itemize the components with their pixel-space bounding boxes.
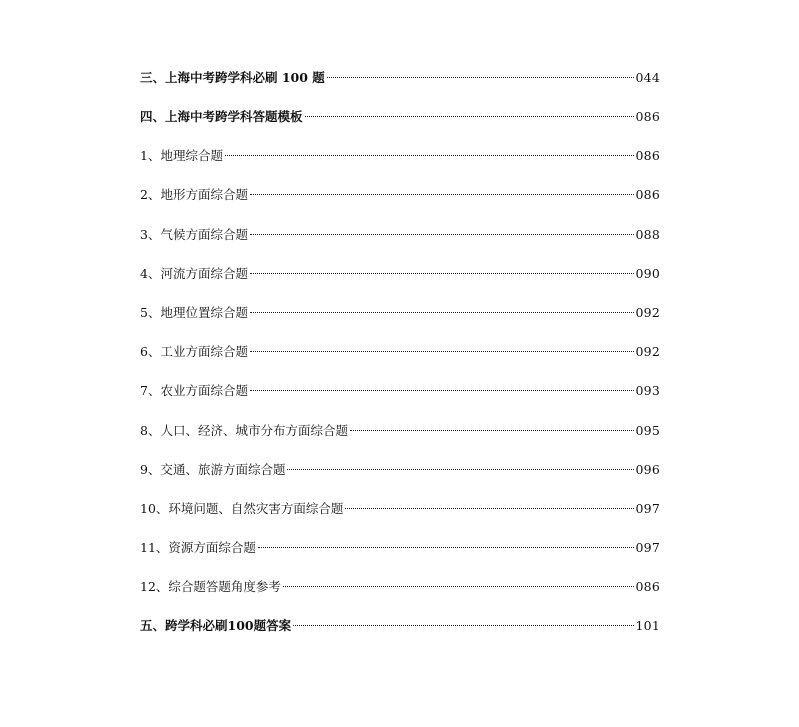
toc-entry-page: 090 [635, 266, 660, 281]
toc-entry-title: 7、农业方面综合题 [140, 383, 248, 398]
toc-entry-title: 2、地形方面综合题 [140, 187, 248, 202]
dot-leader [250, 351, 634, 352]
dot-leader [250, 273, 634, 274]
toc-entry[interactable] [140, 146, 660, 166]
toc-entry-title: 8、人口、经济、城市分布方面综合题 [140, 423, 348, 438]
toc-entry-page: 088 [635, 227, 660, 242]
toc-entry[interactable] [140, 264, 660, 284]
toc-entry-page: 086 [635, 148, 660, 163]
toc-entry-title: 11、资源方面综合题 [140, 540, 256, 555]
dot-leader [327, 77, 634, 78]
toc-entry-page: 086 [635, 109, 660, 124]
toc-entry[interactable] [140, 68, 660, 88]
toc-entry-page: 096 [635, 462, 660, 477]
toc-entry-title: 三、上海中考跨学科必刷 100 题 [140, 70, 325, 85]
toc-entry[interactable] [140, 616, 660, 636]
toc-entry[interactable] [140, 107, 660, 127]
toc-entry[interactable] [140, 342, 660, 362]
dot-leader [287, 469, 633, 470]
dot-leader [250, 234, 634, 235]
toc-entry-title: 3、气候方面综合题 [140, 227, 248, 242]
dot-leader [225, 155, 634, 156]
dot-leader [250, 390, 634, 391]
dot-leader [258, 547, 634, 548]
dot-leader [283, 586, 634, 587]
toc-entry[interactable] [140, 460, 660, 480]
toc-entry[interactable] [140, 303, 660, 323]
toc-entry[interactable] [140, 421, 660, 441]
toc-entry-page: 086 [635, 579, 660, 594]
dot-leader [345, 508, 633, 509]
toc-entry-page: 093 [635, 383, 660, 398]
toc-entry-title: 5、地理位置综合题 [140, 305, 248, 320]
dot-leader [305, 116, 634, 117]
toc-entry-page: 095 [635, 423, 660, 438]
toc-entry[interactable] [140, 185, 660, 205]
dot-leader [250, 194, 634, 195]
toc-entry-page: 086 [635, 187, 660, 202]
toc-entry-page: 101 [635, 618, 660, 633]
toc-entry-page: 044 [635, 70, 660, 85]
toc-entry-title: 9、交通、旅游方面综合题 [140, 462, 286, 477]
toc-entry-page: 097 [635, 540, 660, 555]
toc-entry[interactable] [140, 225, 660, 245]
toc-entry[interactable] [140, 577, 660, 597]
toc-entry-page: 092 [635, 344, 660, 359]
toc-entry[interactable] [140, 499, 660, 519]
toc-entry-page: 092 [635, 305, 660, 320]
toc-entry-title: 12、综合题答题角度参考 [140, 579, 281, 594]
dot-leader [250, 312, 634, 313]
toc-entry-page: 097 [635, 501, 660, 516]
toc-entry-title: 1、地理综合题 [140, 148, 223, 163]
toc-entry-title: 6、工业方面综合题 [140, 344, 248, 359]
dot-leader [293, 625, 633, 626]
toc-entry-title: 五、跨学科必刷100题答案 [140, 618, 292, 633]
toc-entry[interactable] [140, 538, 660, 558]
toc-entry-title: 10、环境问题、自然灾害方面综合题 [140, 501, 344, 516]
toc-entry-title: 四、上海中考跨学科答题模板 [140, 109, 303, 124]
toc-entry-title: 4、河流方面综合题 [140, 266, 248, 281]
dot-leader [350, 430, 634, 431]
toc-entry[interactable] [140, 381, 660, 401]
